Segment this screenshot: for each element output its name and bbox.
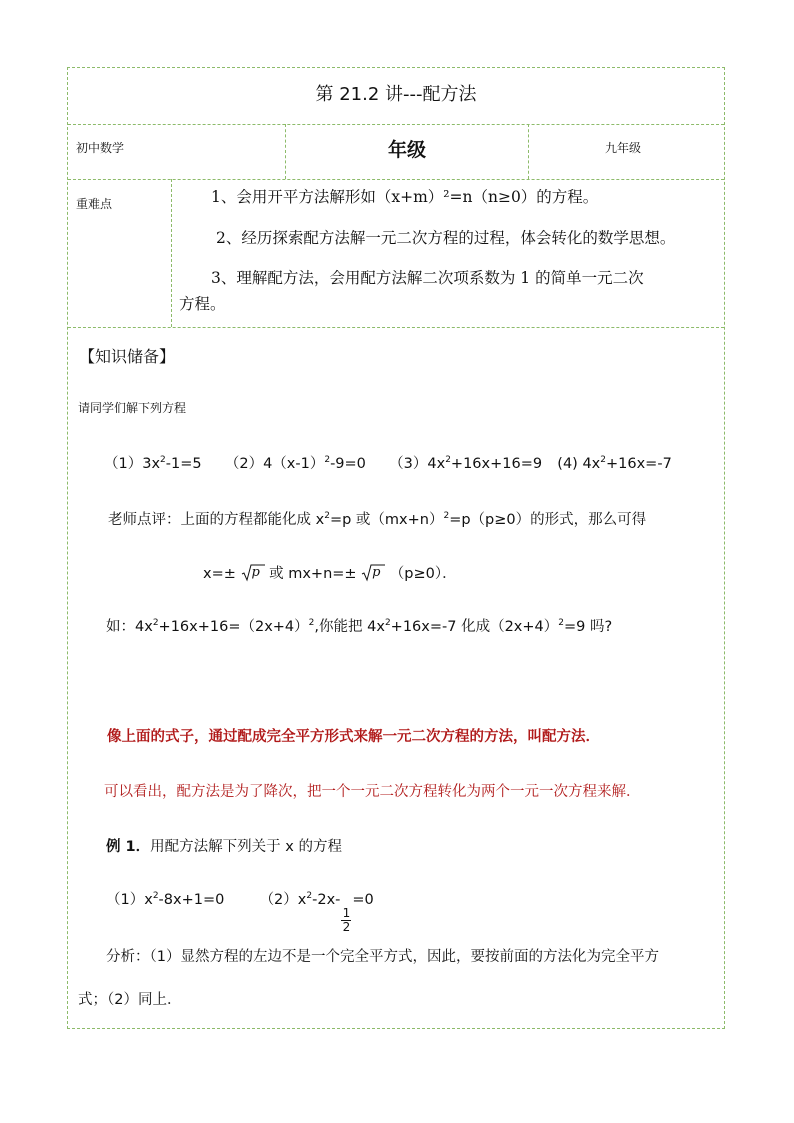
subject-label: 初中数学 xyxy=(76,141,125,155)
intro-text: 请同学们解下列方程 xyxy=(78,401,187,415)
goal-3: 3、理解配方法，会用配方法解二次项系数为 1 的简单一元二次 xyxy=(211,269,644,287)
analysis-line-1: 分析：（1）显然方程的左边不是一个完全平方式，因此，要按前面的方法化为完全平方 xyxy=(106,949,659,965)
row-divider xyxy=(68,327,724,328)
col-divider xyxy=(171,179,172,327)
row-divider xyxy=(68,179,724,180)
row-divider xyxy=(68,124,724,125)
example-transform: 如：$4x^2+16x+16=(2x+4)^2$,你能把 $4x^2+16x=-7$ 化成$(2x+4)^2=9$ 吗? xyxy=(106,618,613,635)
col-divider xyxy=(528,124,529,179)
goal-2: 2、经历探索配方法解一元二次方程的过程，体会转化的数学思想。 xyxy=(216,229,676,247)
remark-text: 可以看出，配方法是为了降次，把一个一元二次方程转化为两个一元一次方程来解． xyxy=(104,784,641,800)
page-title: 第 21.2 讲---配方法 xyxy=(315,84,477,105)
equation-list: $(1)3x^2-1=5$ $(2)4(x-1)^2-9=0$ $(3)4x^2+16x+16=9$ (4) $4x^2+16x=-7$ xyxy=(104,455,672,472)
grade-value: 九年级 xyxy=(605,141,642,155)
key-points-label: 重难点 xyxy=(76,197,113,211)
goal-3-cont: 方程。 xyxy=(179,295,226,313)
lesson-table xyxy=(67,67,725,1029)
sqrt-symbol: p xyxy=(361,565,385,581)
grade-label: 年级 xyxy=(388,139,427,161)
definition-text: 像上面的式子，通过配成完全平方形式来解一元二次方程的方法，叫配方法． xyxy=(107,729,600,745)
section-heading: 【知识储备】 xyxy=(79,347,176,366)
col-divider xyxy=(285,124,286,179)
fraction-one-half: $\frac{1}{2}$ xyxy=(342,906,351,934)
analysis-line-2: 式；（2）同上． xyxy=(78,992,182,1008)
teacher-comment: 老师点评：上面的方程都能化成 $x^2=p$ 或$(mx+n)^2=p(p\ge 0)$的形式，那么可得 xyxy=(108,511,647,528)
example-1-problems: $(1)x^2-8x+1=0$ $(2)x^2-2x-$ $\frac{1}{2}$ =0 xyxy=(106,891,374,934)
example-1-heading: 例 1．用配方法解下列关于 x 的方程 xyxy=(106,839,342,855)
solution-formula: x=± p 或 mx+n=± p （p≥0）． xyxy=(203,565,457,582)
goal-1: 1、会用开平方法解形如（x+m）²=n（n≥0）的方程。 xyxy=(211,188,599,206)
sqrt-symbol: p xyxy=(241,565,265,581)
